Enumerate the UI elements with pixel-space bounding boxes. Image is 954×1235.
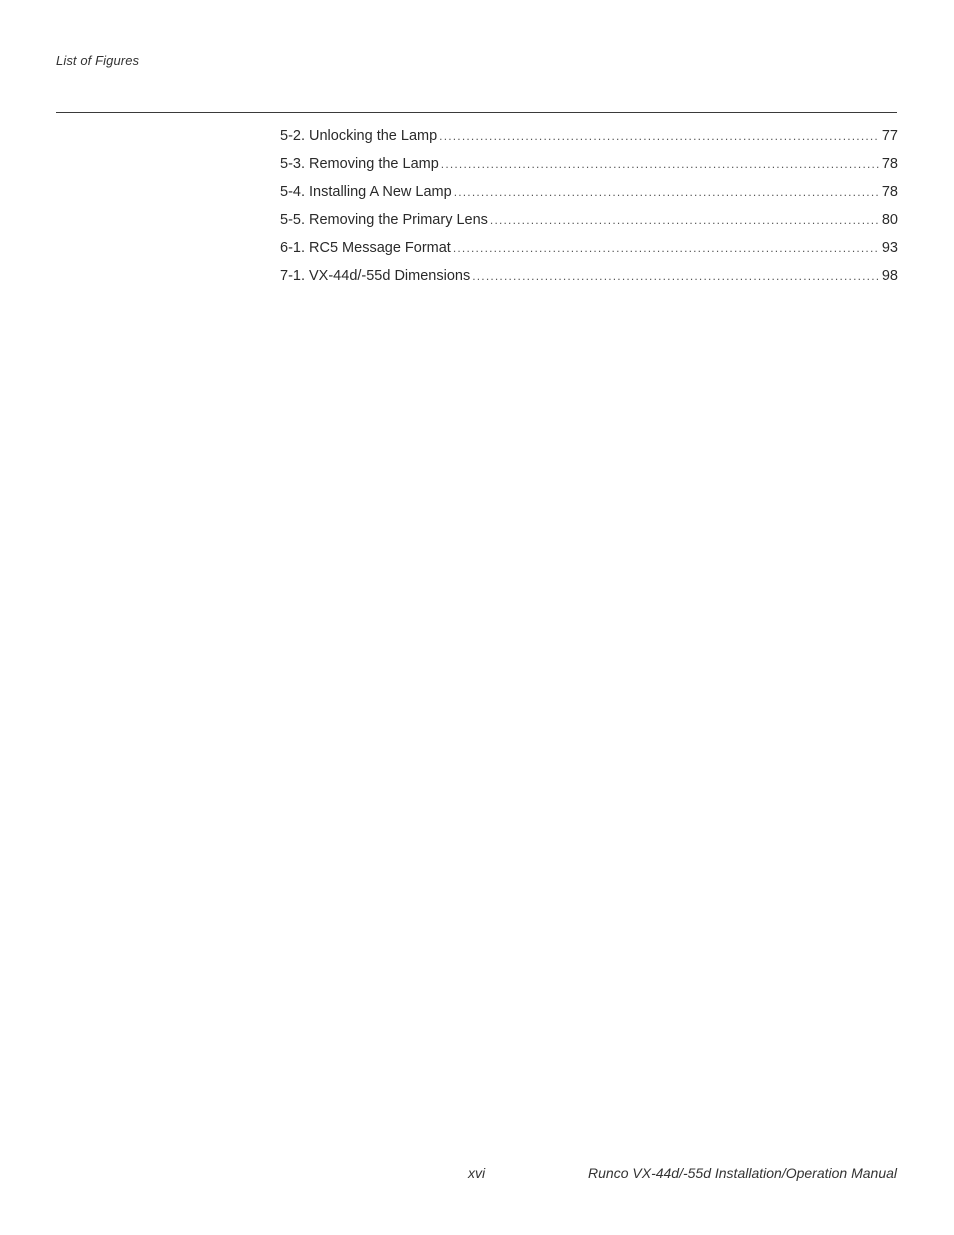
figure-entry[interactable] (280, 207, 898, 235)
figure-entry[interactable] (280, 123, 898, 151)
figure-entry-page: 78 (881, 184, 898, 200)
figure-entry[interactable] (280, 151, 898, 179)
dot-leader (439, 123, 880, 149)
figure-entry-page: 78 (881, 156, 898, 172)
running-header: List of Figures (56, 53, 140, 68)
footer-page-number: xvi (468, 1165, 486, 1181)
figure-entry-page: 80 (881, 212, 898, 228)
figure-entry-page: 98 (881, 268, 898, 284)
figure-entry-label: 5-2. Unlocking the Lamp (280, 128, 438, 144)
dot-leader (441, 151, 880, 177)
header-rule (56, 112, 897, 113)
dot-leader (453, 235, 880, 261)
figure-entry[interactable] (280, 263, 898, 291)
figure-entry-page: 77 (881, 128, 898, 144)
figure-entry-page: 93 (881, 240, 898, 256)
dot-leader (472, 263, 880, 289)
figure-entry-label: 5-3. Removing the Lamp (280, 156, 439, 172)
figure-entry-label: 5-4. Installing A New Lamp (280, 184, 452, 200)
figure-entry[interactable] (280, 179, 898, 207)
figure-entry[interactable] (280, 235, 898, 263)
figure-entry-label: 5-5. Removing the Primary Lens (280, 212, 488, 228)
dot-leader (454, 179, 880, 205)
figure-list (280, 123, 898, 291)
figure-entry-label: 6-1. RC5 Message Format (280, 240, 451, 256)
dot-leader (490, 207, 880, 233)
figure-entry-label: 7-1. VX-44d/-55d Dimensions (280, 268, 471, 284)
footer-manual-title: Runco VX-44d/-55d Installation/Operation Manual (588, 1165, 897, 1181)
